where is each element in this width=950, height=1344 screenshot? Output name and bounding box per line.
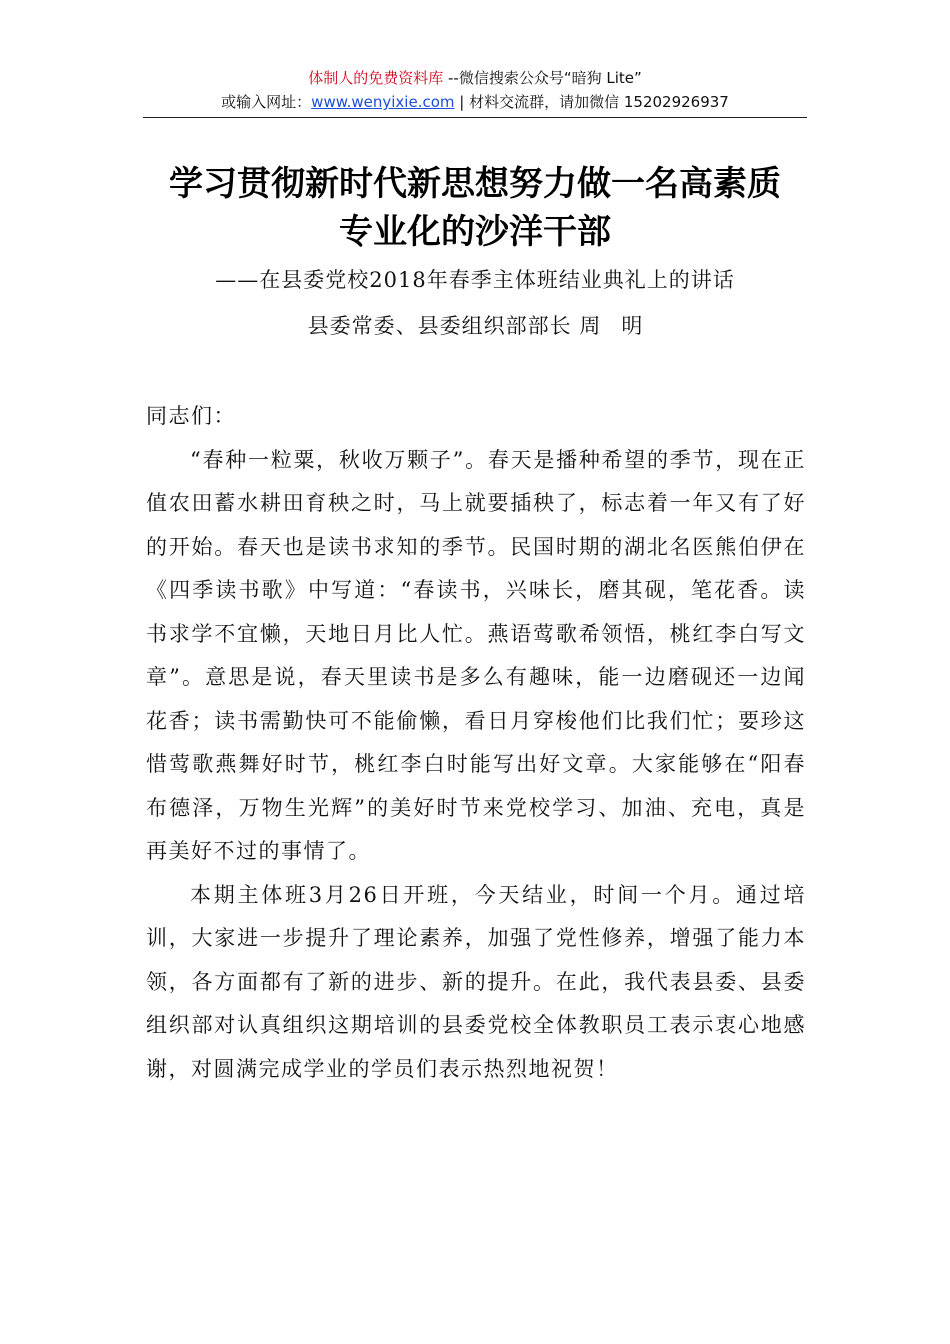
body-paragraph: “春种一粒粟，秋收万颗子”。春天是播种希望的季节，现在正值农田蓄水耕田育秧之时，马上就要插秧了，标志着一年又有了好的开始。春天也是读书求知的季节。民国时期的湖北名医熊伯伊在《四季读书歌》中写道：“春读书，兴味长，磨其砚，笔花香。读书求学不宜懒，天地日月比人忙。燕语莺歌希领悟，桃红李白写文章”。意思是说，春天里读书是多么有趣味，能一边磨砚还一边闻花香；读书需勤快可不能偷懒，看日月穿梭他们比我们忙；要珍这惜莺歌燕舞好时节，桃红李白时能写出好文章。大家能够在“阳春布德泽，万物生光辉”的美好时节来党校学习、加油、充电，真是再美好不过的事情了。 xyxy=(146,447,806,863)
salutation: 同志们： xyxy=(146,404,236,428)
author-role: 县委常委、县委组织部部长 xyxy=(307,314,572,338)
body-paragraph: 本期主体班3月26日开班，今天结业，时间一个月。通过培训，大家进一步提升了理论素养，加强了党性修养，增强了能力本领，各方面都有了新的进步、新的提升。在此，我代表县委、县委组织部对认真组织这期培训的县委党校全体教职员工表示衷心地感谢，对圆满完成学业的学员们表示热烈地祝贺！ xyxy=(146,882,806,1081)
title-line-2: 专业化的沙洋干部 xyxy=(339,212,611,252)
author-byline xyxy=(120,310,830,342)
document-subtitle: ——在县委党校2018年春季主体班结业典礼上的讲话 xyxy=(215,268,735,292)
title-line-1: 学习贯彻新时代新思想努力做一名高素质 xyxy=(169,164,781,204)
author-name: 周 明 xyxy=(579,314,643,338)
header-line-2 xyxy=(143,90,807,114)
wechat-text: --微信搜索公众号“暗狗 Lite” xyxy=(443,69,642,87)
contact-text: | 材料交流群，请加微信 15202926937 xyxy=(454,93,729,111)
website-link[interactable]: www.wenyixie.com xyxy=(311,93,455,111)
page-header xyxy=(143,66,807,114)
brand-text: 体制人的免费资料库 xyxy=(308,69,444,87)
url-label: 或输入网址： xyxy=(221,93,312,111)
document-title xyxy=(120,160,830,256)
header-divider xyxy=(143,117,807,118)
document-body xyxy=(146,395,806,1091)
header-line-1 xyxy=(143,66,807,90)
